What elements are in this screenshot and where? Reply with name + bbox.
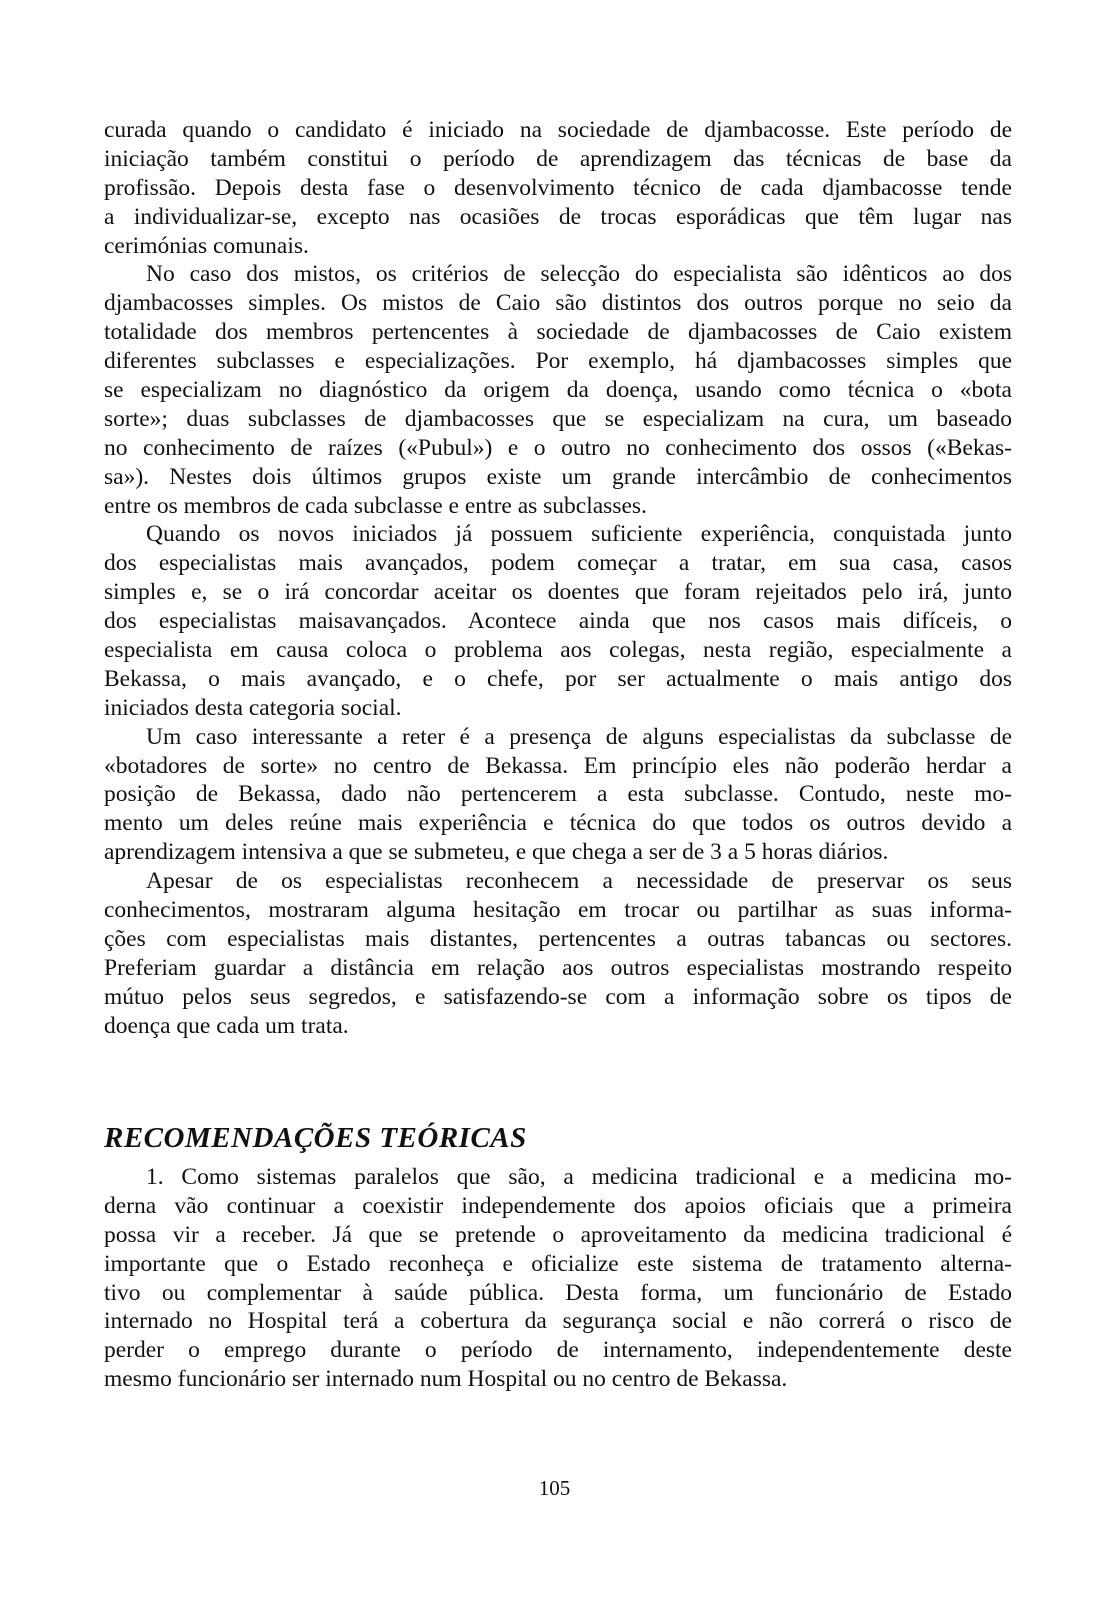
text-line: profissão. Depois desta fase o desenvolvimento técnico de cada djambacosse tende [104, 174, 1012, 201]
text-line: sa»). Nestes dois últimos grupos existe um grande intercâmbio de conhecimentos [104, 463, 1012, 490]
text-line: internado no Hospital terá a cobertura da segurança social e não correrá o risco de [104, 1308, 1012, 1335]
text-line: doença que cada um trata. [104, 1012, 349, 1039]
text-line: «botadores de sorte» no centro de Bekassa. Em princípio eles não poderão herdar a [104, 752, 1012, 779]
paragraph [104, 1163, 1012, 1394]
text-line: mútuo pelos seus segredos, e satisfazendo-se com a informação sobre os tipos de [104, 983, 1012, 1010]
text-line: tivo ou complementar à saúde pública. Desta forma, um funcionário de Estado [104, 1279, 1012, 1306]
text-line: especialista em causa coloca o problema aos colegas, nesta região, especialmente a [104, 637, 1012, 664]
text-line: entre os membros de cada subclasse e entre as subclasses. [104, 492, 647, 519]
text-line: derna vão continuar a coexistir independemente dos apoios oficiais que a primeira [104, 1192, 1012, 1219]
text-line: dos especialistas maisavançados. Acontece ainda que nos casos mais difíceis, o [104, 608, 1012, 635]
text-line: perder o emprego durante o período de internamento, independentemente deste [104, 1337, 1012, 1364]
text-line: Preferiam guardar a distância em relação aos outros especialistas mostrando respeito [104, 954, 1012, 981]
text-line: aprendizagem intensiva a que se submeteu, e que chega a ser de 3 a 5 horas diários. [104, 839, 889, 866]
text-line: No caso dos mistos, os critérios de selecção do especialista são idênticos ao dos [146, 261, 1012, 288]
text-line: diferentes subclasses e especializações. Por exemplo, há djambacosses simples que [104, 348, 1012, 375]
paragraph [104, 723, 1012, 867]
text-line: se especializam no diagnóstico da origem da doença, usando como técnica o «bota [104, 377, 1012, 404]
text-line: mento um deles reúne mais experiência e técnica do que todos os outros devido a [104, 810, 1012, 837]
text-line: Um caso interessante a reter é a presença de alguns especialistas da subclasse de [146, 723, 1012, 750]
recommendations-text [104, 1163, 1012, 1394]
text-line: djambacosses simples. Os mistos de Caio são distintos dos outros porque no seio da [104, 290, 1012, 317]
paragraph [104, 116, 1012, 260]
text-line: iniciação também constitui o período de aprendizagem das técnicas de base da [104, 145, 1012, 172]
paragraph [104, 867, 1012, 1040]
text-line: 1. Como sistemas paralelos que são, a medicina tradicional e a medicina mo- [146, 1164, 1012, 1190]
text-line: a individualizar-se, excepto nas ocasiões de trocas esporádicas que têm lugar nas [104, 203, 1012, 230]
text-line: sorte»; duas subclasses de djambacosses que se especializam na cura, um baseado [104, 405, 1012, 432]
text-line: posição de Bekassa, dado não pertencerem a esta subclasse. Contudo, neste mo- [104, 781, 1012, 808]
text-line: mesmo funcionário ser internado num Hospital ou no centro de Bekassa. [104, 1366, 788, 1393]
paragraph [104, 260, 1012, 520]
text-line: iniciados desta categoria social. [104, 694, 402, 721]
text-line: simples e, se o irá concordar aceitar os doentes que foram rejeitados pelo irá, junto [104, 579, 1012, 606]
text-line: totalidade dos membros pertencentes à sociedade de djambacosses de Caio existem [104, 319, 1012, 346]
text-line: cerimónias comunais. [104, 232, 309, 259]
text-line: Quando os novos iniciados já possuem suficiente experiência, conquistada junto [146, 521, 1012, 548]
text-line: ções com especialistas mais distantes, pertencentes a outras tabancas ou sectores. [104, 925, 1012, 952]
text-line: Apesar de os especialistas reconhecem a necessidade de preservar os seus [146, 868, 1012, 895]
text-line: no conhecimento de raízes («Pubul») e o outro no conhecimento dos ossos («Bekas- [104, 434, 1012, 461]
text-line: Bekassa, o mais avançado, e o chefe, por ser actualmente o mais antigo dos [104, 665, 1012, 692]
text-line: importante que o Estado reconheça e oficialize este sistema de tratamento alterna- [104, 1250, 1012, 1277]
paragraph [104, 520, 1012, 722]
body-text [104, 116, 1012, 1041]
text-line: possa vir a receber. Já que se pretende o aproveitamento da medicina tradicional é [104, 1221, 1012, 1248]
page-number: 105 [538, 1476, 571, 1500]
text-line: curada quando o candidato é iniciado na sociedade de djambacosse. Este período de [104, 117, 1012, 143]
section-heading: RECOMENDAÇÕES TEÓRICAS [104, 1122, 527, 1155]
text-line: dos especialistas mais avançados, podem começar a tratar, em sua casa, casos [104, 550, 1012, 577]
text-line: conhecimentos, mostraram alguma hesitação em trocar ou partilhar as suas informa- [104, 897, 1012, 924]
